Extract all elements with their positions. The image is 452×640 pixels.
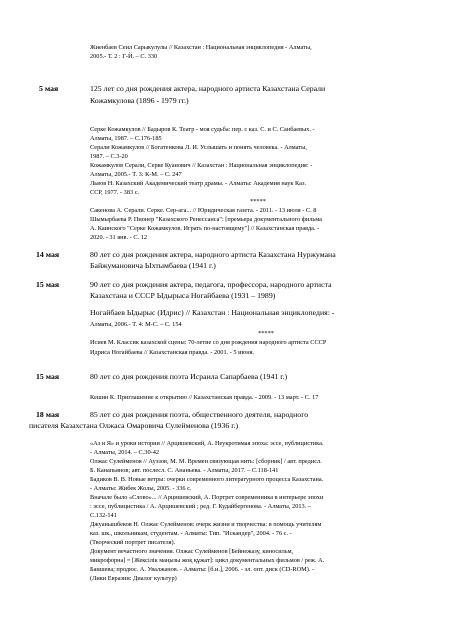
text-line: 1987. – С.3-20 bbox=[90, 153, 128, 160]
event-date: 14 мая bbox=[36, 250, 60, 259]
text-line: : эссе, публицистика / А. Арцишевский ; ред. Г. Кудайбергенова. - Алматы, 2013. – bbox=[90, 503, 311, 510]
text-line: Кожамкулов Серали, Серке Куанович // Казахстан : Национальная энциклопедия: - bbox=[90, 162, 313, 169]
event-heading: 85 лет со дня рождения поэта, общественного деятеля, народного bbox=[90, 410, 309, 419]
text-line: Львов Н. Казахский Академический театр драмы. - Алматы: Академия наук Каз. bbox=[90, 180, 307, 187]
event-heading: Кожамкулова (1896 - 1979 гг.) bbox=[90, 96, 189, 105]
text-line: (Творческий портрет писателя). bbox=[90, 539, 176, 546]
text-line: Олжас Сулейменов // Ауэзов, М. М. Времен связующая нить: [сборник] / авт. предисл. bbox=[90, 458, 322, 465]
text-line: микрофорна] = [Жексілік маңызы жоқ құжат]: цикл документальных фильмов / реж. А. bbox=[90, 557, 325, 564]
text-line: А. Каинского "Серке Кожамкулов. Играть по-настоящему"] // Казахстанская правда. - bbox=[90, 225, 320, 232]
text-line: Б. Канапьянов; авт. послесл. С. Ананьева. - Алматы, 2017. – С.118-141 bbox=[90, 467, 279, 474]
event-date: 15 мая bbox=[36, 372, 60, 381]
text-line: - Алматы, 2014. – С.30-42 bbox=[90, 449, 159, 456]
event-date: 15 мая bbox=[36, 280, 60, 289]
event-date: 18 мая bbox=[36, 410, 60, 419]
event-heading: 80 лет со дня рождения поэта Исраила Сапарбаева (1941 г.) bbox=[90, 372, 288, 381]
text-line: Исиев М. Классик казахской сцены: 70-летие со дня рождения народного артиста СССР bbox=[90, 339, 327, 346]
event-heading: Казахстана и СССР Ыдырыса Ногайбаева (1931 – 1989) bbox=[90, 291, 276, 300]
event-heading: 125 лет со дня рождения актера, народного артиста Казахстана Серали bbox=[90, 84, 326, 93]
text-line: С.132-141 bbox=[90, 512, 117, 519]
text-line: (Лики Евразии: Диалог культур) bbox=[90, 575, 177, 582]
separator: ***** bbox=[258, 330, 274, 337]
event-date: 5 мая bbox=[39, 84, 59, 93]
text-line: 2005.- Т. 2 : Г-Й. – С. 330 bbox=[90, 53, 158, 60]
text-line: Шымырбаева Р. Пионер "Казахского Ренессанса": [премьера документального фильма bbox=[90, 216, 322, 223]
event-heading: Байжумановича Ыхтымбаева (1941 г.) bbox=[90, 261, 216, 270]
event-heading: писателя Казахстана Олжаса Омаровича Сулейменова (1936 г.) bbox=[29, 421, 239, 430]
text-line: 2020. - 31 янв. - С. 12 bbox=[90, 234, 147, 241]
text-line: Серали Кожамкулов // Богатенкова Л. И. Услышать и понять человека. - Алматы, bbox=[90, 144, 307, 151]
text-line: Бадиков В. В. Новые ветры: очерки современного литературного процесса Казахстана. bbox=[90, 476, 324, 483]
event-heading: 90 лет со дня рождения актера, педагога, профессора, народного артиста bbox=[90, 280, 332, 289]
text-line: Алматы, 2006.- Т. 4: М-С. – С. 154 bbox=[90, 321, 182, 328]
text-line: - Алматы: Жибек Жолы, 2005. - 336 с. bbox=[90, 485, 192, 492]
text-line: Алматы, 2005.- Т. 3: К-М. – С. 247 bbox=[90, 171, 182, 178]
text-line: Серке Кожамкулов // Бадыров К. Театр - моя судьба: пер. с каз. С. и С. Санбаевых. - bbox=[90, 126, 315, 133]
text-line: ССР, 1977. - 383 с. bbox=[90, 189, 140, 196]
text-line: Вначале было «Слово»... // Арцишевский, А. Портрет современника в интерьере эпохи bbox=[90, 494, 324, 501]
text-line: Джуанышбеков Н. Олжас Сулейменов: очерк жизни и творчества: в помощь учителям bbox=[90, 521, 322, 528]
text-line: Документ вечастного значения. Олжас Сулейменов [Бейнежазу, киносильм, bbox=[90, 548, 294, 555]
event-heading: 80 лет со дня рождения актера, народного артиста Казахстана Нуржумана bbox=[90, 250, 336, 259]
text-line: Алматы, 1987. – С.176-185 bbox=[90, 135, 162, 142]
text-line: Сакенова А. Серали. Серке. Сер-ага... // Юридическая газета. - 2011. - 13 июля - С. 8 bbox=[90, 207, 317, 214]
separator: ***** bbox=[250, 198, 266, 205]
text-line: Баишева; продюс. А. Увалжанов. - Алматы: [б.и.], 2006. - эл. опт. диск (CD-ROM). - bbox=[90, 566, 315, 573]
text-line: «Аз и Я» и уроки истории // Арцишевский, А. Неукротимая эпоха: эссе, публицистика. bbox=[90, 440, 324, 447]
text-line: каз. шк., школьникам, студентам. - Алматы: Тип. "Искандер", 2004. - 76 с. - bbox=[90, 530, 292, 537]
text-line: Кешин К. Приглашение к открытию // Казахстанская правда. - 2009. - 13 март. - С. 17 bbox=[90, 394, 319, 401]
text-line: Идриса Ногайбаева // Казахстанская правда. - 2001. - 5 июня. bbox=[90, 349, 255, 356]
text-line: Ногайбаев Ыдырыс (Идрис) // Казахстан : Национальная энциклопедия: - bbox=[90, 308, 335, 317]
text-line: Жиенбаев Сеил Сарыкулулы // Казахстан : Национальная энциклопедия - Алматы, bbox=[90, 44, 312, 51]
